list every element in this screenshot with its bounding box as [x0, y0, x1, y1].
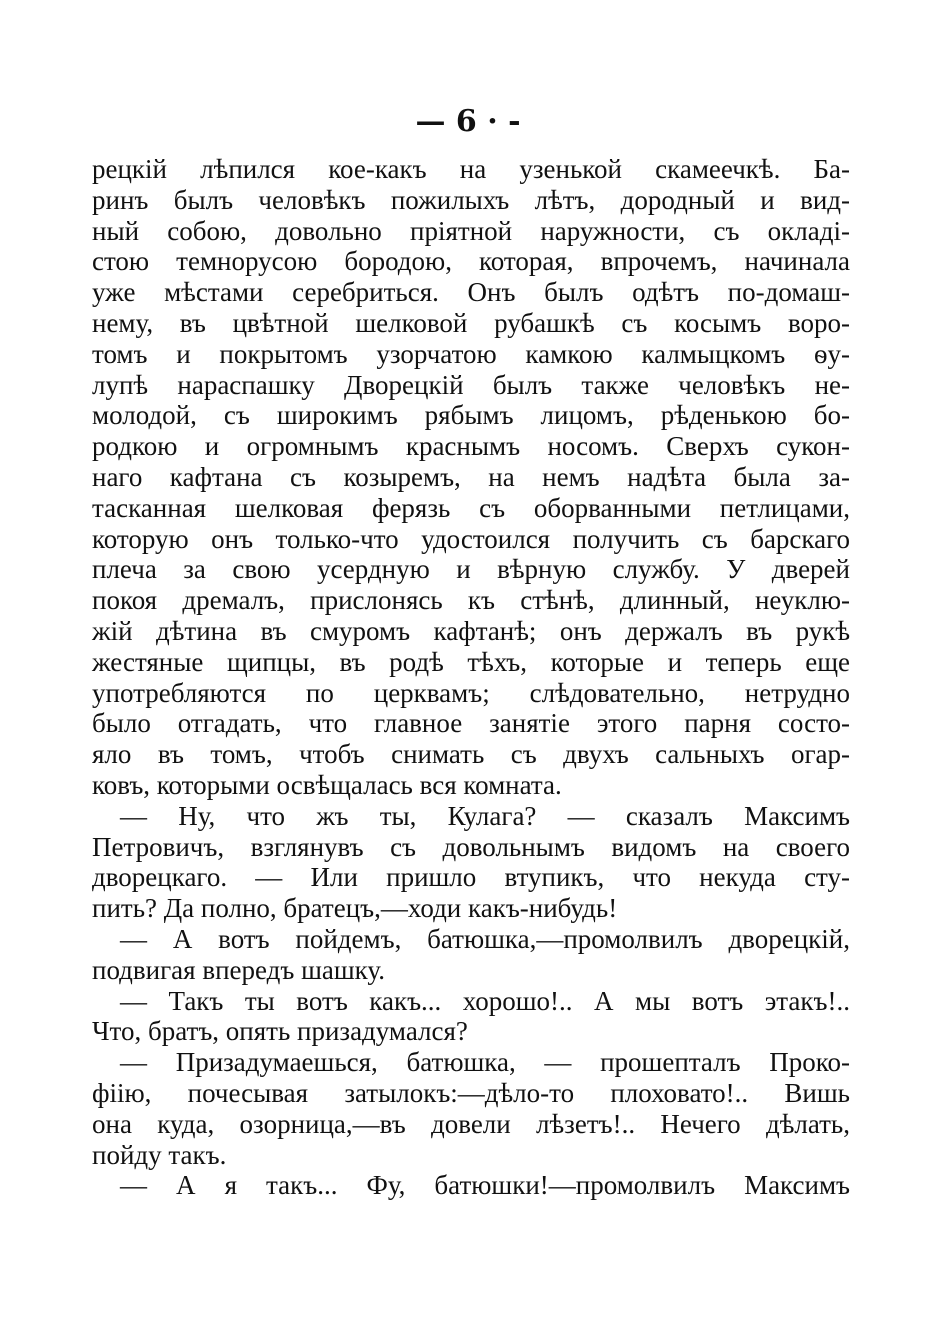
- text-line: стою темнорусою бородою, которая, впрочемъ, начинала: [92, 246, 850, 277]
- text-line: фіію, почесывая затылокъ:—дѣло-то плоховато!.. Вишь: [92, 1077, 850, 1108]
- text-line: яло въ томъ, чтобъ снимать съ двухъ сальныхъ огар-: [92, 739, 850, 770]
- text-line: ный собою, довольно пріятной наружности, съ окладі-: [92, 215, 850, 246]
- text-line: Петровичъ, взглянувъ съ довольнымъ видомъ на своего: [92, 831, 850, 862]
- text-line: тасканная шелковая ферязь съ оборванными петлицами,: [92, 492, 850, 523]
- text-line: — А я такъ... Фу, батюшки!—промолвилъ Максимъ: [120, 1170, 850, 1201]
- text-line: жестяные щипцы, въ родѣ тѣхъ, которые и теперь еще: [92, 646, 850, 677]
- text-line: плеча за свою усердную и вѣрную службу. У дверей: [92, 554, 850, 585]
- page-number: — 6 · -: [415, 104, 521, 139]
- text-line: — Такъ ты вотъ какъ... хорошо!.. А мы вотъ этакъ!..: [120, 985, 850, 1016]
- text-line: употребляются по церквамъ; слѣдовательно, нетрудно: [92, 677, 850, 708]
- text-line: подвигая впередъ шашку.: [92, 954, 385, 985]
- text-line: дворецкаго. — Или пришло втупикъ, что некуда сту-: [92, 862, 850, 893]
- text-line: уже мѣстами серебриться. Онъ былъ одѣтъ по-домаш-: [92, 277, 850, 308]
- text-line: лупѣ нараспашку Дворецкій былъ также человѣкъ не-: [92, 369, 850, 400]
- text-line: нему, въ цвѣтной шелковой рубашкѣ съ косымъ воро-: [92, 307, 850, 338]
- text-line: ковъ, которыми освѣщалась вся комната.: [92, 769, 562, 800]
- text-line: рецкій лѣпился кое-какъ на узенькой скамеечкѣ. Ба-: [92, 154, 850, 184]
- text-line: — Призадумаешься, батюшка, — прошепталъ Проко-: [120, 1047, 850, 1078]
- text-line: пить? Да полно, братецъ,—ходи какъ-нибудь!: [92, 893, 618, 924]
- text-line: — Ну, что жъ ты, Кулага? — сказалъ Максимъ: [120, 800, 850, 831]
- body-text: [92, 154, 850, 1201]
- text-line: наго кафтана съ козыремъ, на немъ надѣта была за-: [92, 461, 850, 492]
- text-line: было отгадать, что главное занятіе этого парня состо-: [92, 708, 850, 739]
- text-line: она куда, озорница,—въ довели лѣзетъ!.. Нечего дѣлать,: [92, 1108, 850, 1139]
- text-line: которую онъ только-что удостоился получить съ барскаго: [92, 523, 850, 554]
- text-line: молодой, съ широкимъ рябымъ лицомъ, рѣденькою бо-: [92, 400, 850, 431]
- text-line: Что, братъ, опять призадумался?: [92, 1016, 468, 1047]
- text-line: — А вотъ пойдемъ, батюшка,—промолвилъ дворецкій,: [120, 923, 850, 954]
- text-line: ринъ былъ человѣкъ пожилыхъ лѣтъ, дородный и вид-: [92, 184, 850, 215]
- text-line: родкою и огромнымъ краснымъ носомъ. Сверхъ сукон-: [92, 431, 850, 462]
- text-line: пойду такъ.: [92, 1139, 227, 1170]
- text-line: томъ и покрытомъ узорчатою камкою калмыцкомъ ѳу-: [92, 338, 850, 369]
- text-line: покоя дремалъ, прислонясь къ стѣнѣ, длинный, неуклю-: [92, 585, 850, 616]
- text-line: жій дѣтина въ смуромъ кафтанѣ; онъ держалъ въ рукѣ: [92, 615, 850, 646]
